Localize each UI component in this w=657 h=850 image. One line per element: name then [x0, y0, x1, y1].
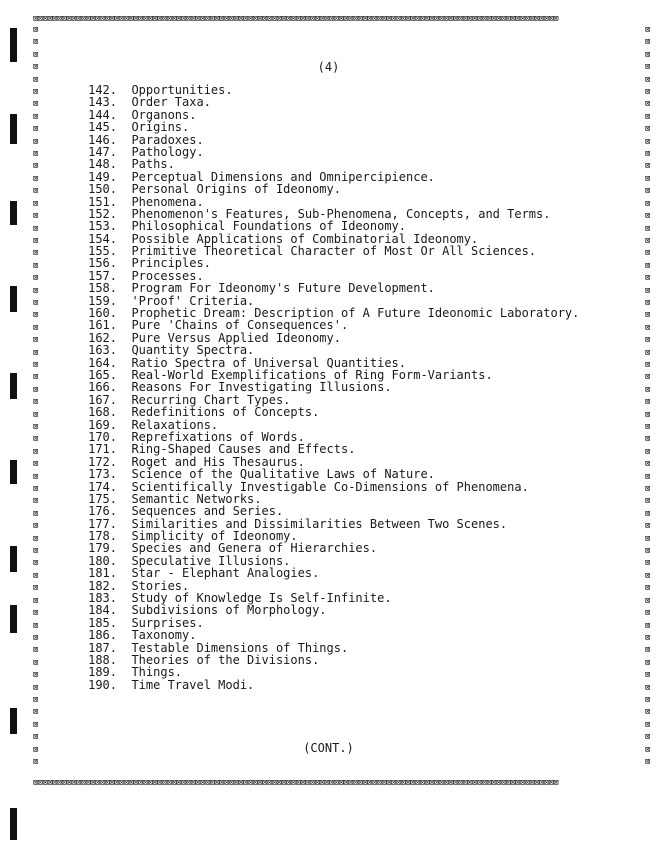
entry-title: Pure 'Chains of Consequences'. [131, 318, 349, 333]
entry-number: 181. [88, 566, 117, 581]
entry-number: 147. [88, 144, 117, 159]
entry-title: Paths. [131, 157, 175, 172]
entry-title: Phenomena. [131, 194, 204, 209]
entry-title: Program For Ideonomy's Future Development. [131, 281, 435, 296]
entry-title: Reasons For Investigating Illusions. [131, 380, 392, 395]
entry-title: Processes. [131, 268, 204, 283]
entry-title: Pathology. [131, 144, 204, 159]
entry-number: 186. [88, 628, 117, 643]
entry-number: 177. [88, 516, 117, 531]
binder-mark [10, 28, 17, 62]
entry-number: 185. [88, 615, 117, 630]
entry-title: Recurring Chart Types. [131, 392, 291, 407]
entry-title: Sequences and Series. [131, 504, 284, 519]
entry-number: 146. [88, 132, 117, 147]
entry-number: 182. [88, 578, 117, 593]
entry-title: Speculative Illusions. [131, 553, 291, 568]
entry-title: Redefinitions of Concepts. [131, 405, 320, 420]
entry-number: 154. [88, 231, 117, 246]
entry-number: 173. [88, 467, 117, 482]
entry-number: 160. [88, 306, 117, 321]
entry-title: Roget and His Thesaurus. [131, 454, 305, 469]
entry-number: 145. [88, 120, 117, 135]
border-top: ⊠⊠⊠⊠⊠⊠⊠⊠⊠⊠⊠⊠⊠⊠⊠⊠⊠⊠⊠⊠⊠⊠⊠⊠⊠⊠⊠⊠⊠⊠⊠⊠⊠⊠⊠⊠⊠⊠⊠⊠⊠⊠⊠⊠⊠⊠⊠⊠⊠⊠⊠⊠⊠⊠⊠⊠⊠⊠⊠⊠⊠⊠⊠⊠⊠⊠⊠⊠⊠⊠⊠⊠⊠⊠⊠⊠⊠⊠⊠⊠⊠⊠⊠⊠⊠⊠⊠⊠⊠⊠⊠⊠⊠⊠⊠⊠⊠⊠⊠⊠⊠⊠⊠⊠⊠⊠⊠⊠⊠⊠ [33, 14, 559, 24]
entry-title: Star - Elephant Analogies. [131, 566, 320, 581]
entry-number: 161. [88, 318, 117, 333]
entry-title: Ring-Shaped Causes and Effects. [131, 442, 356, 457]
entry-number: 188. [88, 652, 117, 667]
entry-title: Theories of the Divisions. [131, 652, 320, 667]
entry-title: Species and Genera of Hierarchies. [131, 541, 378, 556]
entry-number: 178. [88, 529, 117, 544]
entry-number: 168. [88, 405, 117, 420]
entry-title: Principles. [131, 256, 211, 271]
entry-number: 190. [88, 677, 117, 692]
entry-title: 'Proof' Criteria. [131, 293, 255, 308]
binder-mark [10, 460, 17, 484]
binder-mark [10, 546, 17, 572]
entry-number: 158. [88, 281, 117, 296]
entry-title: Real-World Exemplifications of Ring Form-Variants. [131, 367, 493, 382]
entry-title: Reprefixations of Words. [131, 429, 305, 444]
entry-number: 162. [88, 330, 117, 345]
entry-title: Prophetic Dream: Description of A Future Ideonomic Laboratory. [131, 306, 580, 321]
entry-number: 183. [88, 591, 117, 606]
entry-title: Origins. [131, 120, 190, 135]
entry-title: Science of the Qualitative Laws of Nature. [131, 467, 435, 482]
binder-mark [10, 201, 17, 225]
entry-title: Subdivisions of Morphology. [131, 603, 327, 618]
entry-number: 179. [88, 541, 117, 556]
binder-mark [10, 708, 17, 734]
entry-number: 167. [88, 392, 117, 407]
entry-number: 166. [88, 380, 117, 395]
entry-title: Phenomenon's Features, Sub-Phenomena, Concepts, and Terms. [131, 206, 551, 221]
entry-title: Testable Dimensions of Things. [131, 640, 349, 655]
entry-title: Possible Applications of Combinatorial Ideonomy. [131, 231, 479, 246]
entry-title: Things. [131, 665, 183, 680]
entry-number: 157. [88, 268, 117, 283]
entry-number: 153. [88, 219, 117, 234]
entry-number: 142. [88, 83, 117, 97]
binder-mark [10, 373, 17, 399]
entry-title: Personal Origins of Ideonomy. [131, 182, 341, 197]
binder-mark [10, 114, 17, 144]
entry-title: Organons. [131, 107, 197, 122]
entry-number: 175. [88, 491, 117, 506]
entry-number: 143. [88, 95, 117, 110]
entry-number: 151. [88, 194, 117, 209]
entry-number: 159. [88, 293, 117, 308]
entry-number: 180. [88, 553, 117, 568]
entry-number: 156. [88, 256, 117, 271]
entry-title: Pure Versus Applied Ideonomy. [131, 330, 341, 345]
border-left: ⊠ ⊠ ⊠ ⊠ ⊠ ⊠ ⊠ ⊠ ⊠ ⊠ ⊠ ⊠ ⊠ ⊠ ⊠ ⊠ ⊠ ⊠ ⊠ ⊠ ⊠ ⊠ ⊠ ⊠ ⊠ ⊠ ⊠ ⊠ ⊠ ⊠ ⊠ ⊠ ⊠ ⊠ ⊠ ⊠ ⊠ ⊠ ⊠ ⊠ ⊠ ⊠ ⊠ ⊠ ⊠ ⊠ ⊠ ⊠ ⊠ ⊠ ⊠ ⊠ ⊠ ⊠ ⊠ ⊠ ⊠ ⊠ ⊠ ⊠ [33, 25, 39, 767]
entry-title: Study of Knowledge Is Self-Infinite. [131, 591, 392, 606]
topic-entry [80, 679, 579, 691]
entry-number: 187. [88, 640, 117, 655]
entry-title: Semantic Networks. [131, 491, 262, 506]
entry-number: 172. [88, 454, 117, 469]
entry-title: Similarities and Dissimilarities Between Two Scenes. [131, 516, 508, 531]
entry-title: Perceptual Dimensions and Omnipercipience. [131, 169, 435, 184]
border-bottom: ⊠⊠⊠⊠⊠⊠⊠⊠⊠⊠⊠⊠⊠⊠⊠⊠⊠⊠⊠⊠⊠⊠⊠⊠⊠⊠⊠⊠⊠⊠⊠⊠⊠⊠⊠⊠⊠⊠⊠⊠⊠⊠⊠⊠⊠⊠⊠⊠⊠⊠⊠⊠⊠⊠⊠⊠⊠⊠⊠⊠⊠⊠⊠⊠⊠⊠⊠⊠⊠⊠⊠⊠⊠⊠⊠⊠⊠⊠⊠⊠⊠⊠⊠⊠⊠⊠⊠⊠⊠⊠⊠⊠⊠⊠⊠⊠⊠⊠⊠⊠⊠⊠⊠⊠⊠⊠⊠⊠⊠⊠ [33, 778, 559, 788]
border-right: ⊠ ⊠ ⊠ ⊠ ⊠ ⊠ ⊠ ⊠ ⊠ ⊠ ⊠ ⊠ ⊠ ⊠ ⊠ ⊠ ⊠ ⊠ ⊠ ⊠ ⊠ ⊠ ⊠ ⊠ ⊠ ⊠ ⊠ ⊠ ⊠ ⊠ ⊠ ⊠ ⊠ ⊠ ⊠ ⊠ ⊠ ⊠ ⊠ ⊠ ⊠ ⊠ ⊠ ⊠ ⊠ ⊠ ⊠ ⊠ ⊠ ⊠ ⊠ ⊠ ⊠ ⊠ ⊠ ⊠ ⊠ ⊠ ⊠ ⊠ [645, 25, 651, 767]
entry-title: Opportunities. [131, 83, 233, 97]
page-number: (4) [317, 60, 340, 74]
entry-title: Primitive Theoretical Character of Most Or All Sciences. [131, 244, 537, 259]
entry-number: 149. [88, 169, 117, 184]
entry-title: Time Travel Modi. [131, 677, 255, 692]
entry-number: 150. [88, 182, 117, 197]
entry-number: 189. [88, 665, 117, 680]
entry-number: 152. [88, 206, 117, 221]
topic-list [80, 84, 579, 691]
entry-number: 174. [88, 479, 117, 494]
binder-mark [10, 286, 17, 312]
entry-title: Scientifically Investigable Co-Dimensions of Phenomena. [131, 479, 529, 494]
entry-number: 170. [88, 429, 117, 444]
entry-number: 171. [88, 442, 117, 457]
entry-title: Philosophical Foundations of Ideonomy. [131, 219, 406, 234]
entry-number: 163. [88, 343, 117, 358]
entry-number: 169. [88, 417, 117, 432]
entry-number: 176. [88, 504, 117, 519]
entry-title: Taxonomy. [131, 628, 197, 643]
entry-number: 164. [88, 355, 117, 370]
entry-number: 184. [88, 603, 117, 618]
entry-title: Stories. [131, 578, 190, 593]
entry-number: 165. [88, 367, 117, 382]
binder-mark [10, 808, 17, 840]
entry-number: 148. [88, 157, 117, 172]
entry-number: 155. [88, 244, 117, 259]
entry-title: Quantity Spectra. [131, 343, 255, 358]
entry-title: Paradoxes. [131, 132, 204, 147]
entry-title: Ratio Spectra of Universal Quantities. [131, 355, 406, 370]
binder-mark [10, 605, 17, 633]
continuation-note: (CONT.) [303, 741, 354, 755]
entry-title: Surprises. [131, 615, 204, 630]
entry-title: Relaxations. [131, 417, 219, 432]
entry-number: 144. [88, 107, 117, 122]
entry-title: Simplicity of Ideonomy. [131, 529, 298, 544]
entry-title: Order Taxa. [131, 95, 211, 110]
